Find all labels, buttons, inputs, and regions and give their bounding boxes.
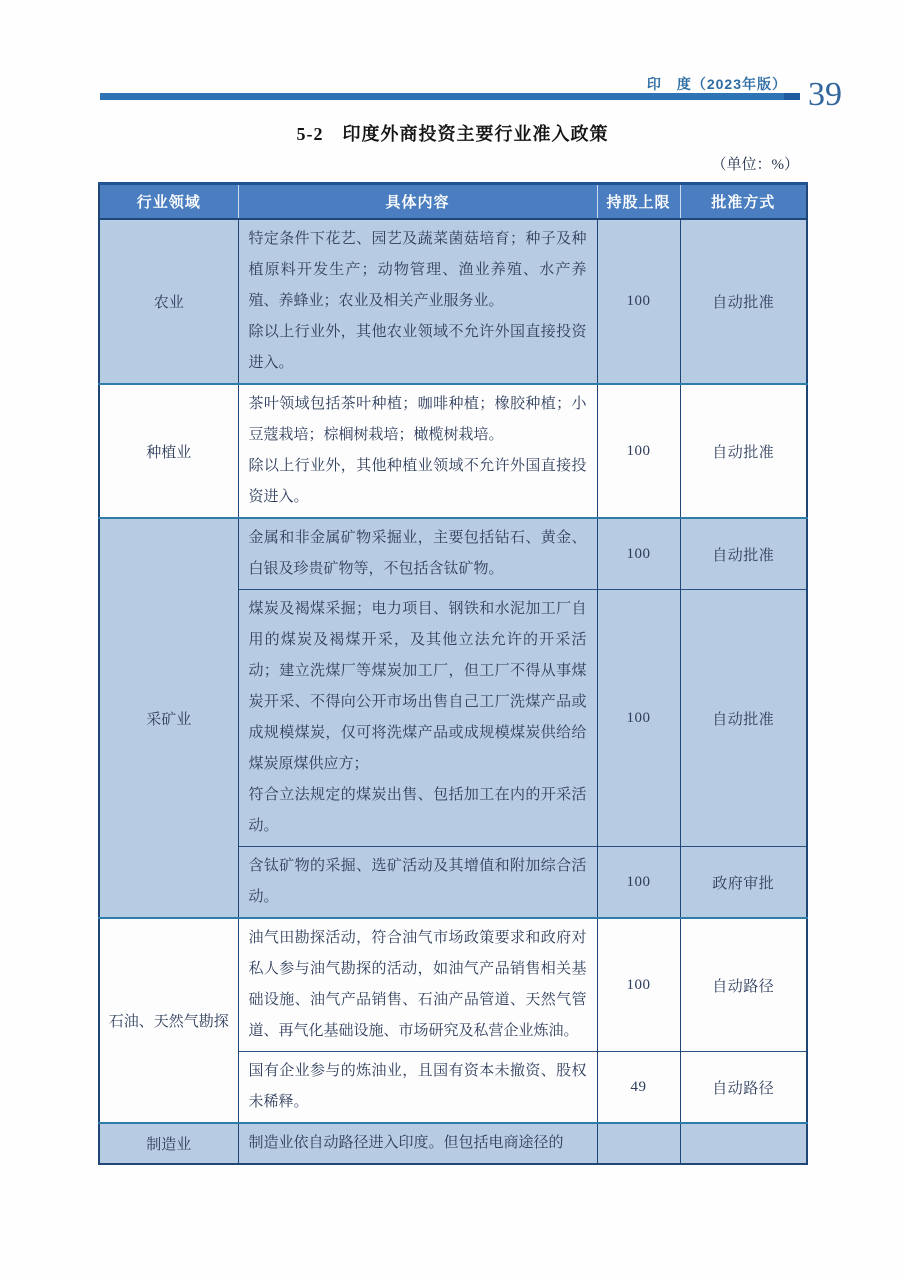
content-cell: [238, 918, 597, 1052]
approval-cell: 自动批准: [680, 590, 807, 847]
table-row: [99, 219, 807, 384]
page-number: 39: [808, 76, 842, 113]
cap-cell: 100: [597, 918, 680, 1052]
approval-cell: 自动路径: [680, 918, 807, 1052]
table-row: [99, 384, 807, 518]
content-paragraph: 特定条件下花艺、园艺及蔬菜菌菇培育；种子及种植原料开发生产；动物管理、渔业养殖、水产养殖、养蜂业；农业及相关产业服务业。: [248, 231, 587, 309]
col-header-industry: 行业领域: [99, 184, 238, 220]
content-cell: [238, 518, 597, 590]
table-header-row: [99, 184, 807, 220]
col-header-cap: 持股上限: [597, 184, 680, 220]
industry-cell: 农业: [99, 219, 238, 384]
content-paragraph: 含钛矿物的采掘、选矿活动及其增值和附加综合活动。: [248, 858, 587, 905]
content-cell: [238, 590, 597, 847]
approval-cell: 自动路径: [680, 1052, 807, 1124]
unit-note: （单位：%）: [711, 157, 799, 173]
cap-cell: 100: [597, 219, 680, 384]
approval-cell: 自动批准: [680, 384, 807, 518]
content-paragraph: 油气田勘探活动，符合油气市场政策要求和政府对私人参与油气勘探的活动，如油气产品销售相关基础设施、油气产品销售、石油产品管道、天然气管道、再气化基础设施、市场研究及私营企业炼油。: [248, 930, 587, 1039]
approval-cell: 政府审批: [680, 847, 807, 919]
cap-cell: [597, 1123, 680, 1164]
header-rule-end-cap: [784, 93, 800, 100]
cap-cell: 100: [597, 518, 680, 590]
approval-cell: [680, 1123, 807, 1164]
content-paragraph: 国有企业参与的炼油业，且国有资本未撤资、股权未稀释。: [248, 1063, 587, 1110]
table-row: [99, 518, 807, 590]
industry-cell: 制造业: [99, 1123, 238, 1164]
content-paragraph: 茶叶领域包括茶叶种植；咖啡种植；橡胶种植；小豆蔻栽培；棕榈树栽培；橄榄树栽培。: [248, 396, 587, 443]
table-title: 5-2 印度外商投资主要行业准入政策: [296, 124, 609, 144]
content-cell: [238, 847, 597, 919]
col-header-content: 具体内容: [238, 184, 597, 220]
col-header-approval: 批准方式: [680, 184, 807, 220]
cap-cell: 49: [597, 1052, 680, 1124]
content-cell: [238, 384, 597, 518]
cap-cell: 100: [597, 590, 680, 847]
approval-cell: 自动批准: [680, 219, 807, 384]
policy-table: [98, 182, 808, 1165]
approval-cell: 自动批准: [680, 518, 807, 590]
industry-cell: 种植业: [99, 384, 238, 518]
content-paragraph: 除以上行业外，其他种植业领域不允许外国直接投资进入。: [248, 458, 587, 505]
content-cell: [238, 1123, 597, 1164]
edition-label: 印 度（2023年版）: [646, 76, 787, 92]
content-cell: [238, 219, 597, 384]
content-paragraph: 除以上行业外，其他农业领域不允许外国直接投资进入。: [248, 324, 587, 371]
content-paragraph: 制造业依自动路径进入印度。但包括电商途径的: [248, 1135, 564, 1151]
industry-cell: 石油、天然气勘探: [99, 918, 238, 1123]
table-row: [99, 918, 807, 1052]
cap-cell: 100: [597, 847, 680, 919]
header-rule: [100, 93, 784, 100]
industry-cell: 采矿业: [99, 518, 238, 918]
content-paragraph: 金属和非金属矿物采掘业，主要包括钻石、黄金、白银及珍贵矿物等，不包括含钛矿物。: [248, 530, 587, 577]
content-cell: [238, 1052, 597, 1124]
table-row: [99, 1123, 807, 1164]
cap-cell: 100: [597, 384, 680, 518]
content-paragraph: 煤炭及褐煤采掘；电力项目、钢铁和水泥加工厂自用的煤炭及褐煤开采，及其他立法允许的开采活动；建立洗煤厂等煤炭加工厂，但工厂不得从事煤炭开采、不得向公开市场出售自己工厂洗煤产品或成规模煤炭，仅可将洗煤产品或成规模煤炭供给给煤炭原煤供应方；: [248, 601, 587, 772]
content-paragraph: 符合立法规定的煤炭出售、包括加工在内的开采活动。: [248, 787, 587, 834]
